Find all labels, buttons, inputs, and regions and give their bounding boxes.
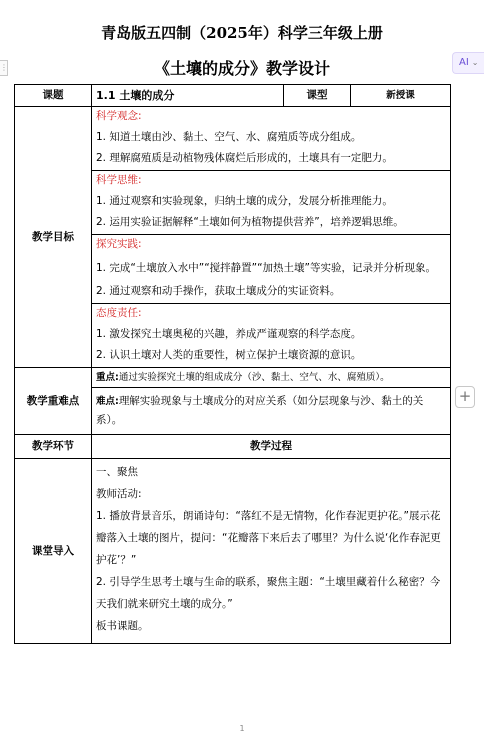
key-text: 通过实验探究土壤的组成成分（沙、黏土、空气、水、腐殖质）。 [118, 372, 390, 383]
goal-item: 2. 通过观察和动手操作，获取土壤成分的实证资料。 [96, 285, 341, 297]
goal-section-concept [92, 107, 450, 171]
keypoints-cell [92, 368, 451, 435]
goal-section-thinking [92, 171, 450, 235]
goal-heading: 科学观念: [96, 110, 142, 122]
goal-item: 2. 运用实验证据解释“土壤如何为植物提供营养”，培养逻辑思维。 [96, 216, 404, 228]
goal-item: 1. 激发探究土壤奥秘的兴趣，养成严谨观察的科学态度。 [96, 328, 362, 340]
stage-header: 教学环节 [15, 435, 92, 459]
key-lead: 重点: [96, 372, 119, 383]
intro-line: 一、聚焦 [96, 466, 138, 478]
goal-item: 1. 知道土壤由沙、黏土、空气、水、腐殖质等成分组成。 [96, 131, 362, 143]
document-title: 青岛版五四制（2025年）科学三年级上册 [101, 24, 383, 42]
goal-item: 2. 理解腐殖质是动植物残体腐烂后形成的，土壤具有一定肥力。 [96, 152, 393, 164]
document-subtitle: 《土壤的成分》教学设计 [153, 59, 330, 78]
chevron-down-icon: ⌄ [471, 58, 479, 67]
topic-label: 课题 [15, 85, 92, 107]
page-number: 1 [239, 724, 245, 733]
lesson-type-label: 课型 [284, 85, 351, 107]
goal-heading: 探究实践: [96, 238, 142, 250]
intro-line: 2. 引导学生思考土壤与生命的联系，聚焦主题：“土壤里藏着什么秘密？今天我们就来研究土壤的成分。” [96, 576, 441, 610]
intro-line: 教师活动: [96, 488, 142, 500]
goal-heading: 科学思维: [96, 174, 142, 186]
goal-item: 1. 完成“土壤放入水中”“搅拌静置”“加热土壤”等实验，记录并分析现象。 [96, 262, 436, 274]
goals-cell [92, 107, 451, 368]
intro-label: 课堂导入 [15, 459, 92, 644]
goal-item: 2. 认识土壤对人类的重要性，树立保护土壤资源的意识。 [96, 349, 362, 361]
key-point [92, 368, 450, 388]
lesson-plan-table [14, 84, 451, 644]
goal-section-attitude [92, 304, 450, 367]
topic-value: 1.1 土壤的成分 [92, 85, 284, 107]
goal-section-practice [92, 235, 450, 304]
intro-line: 1. 播放背景音乐，朗诵诗句：“落红不是无情物，化作春泥更护花。”展示花瓣落入土壤的图片，提问：“花瓣落下来后去了哪里？为什么说‘化作春泥更护花’？” [96, 510, 441, 566]
difficult-point [92, 388, 450, 434]
goal-heading: 态度责任: [96, 307, 142, 319]
ai-label: AI [459, 57, 469, 68]
intro-cell [92, 459, 451, 644]
ai-assistant-button[interactable] [452, 52, 484, 74]
add-block-button[interactable]: + [455, 386, 475, 408]
lesson-type-value: 新授课 [351, 85, 451, 107]
goal-item: 1. 通过观察和实验现象，归纳土壤的成分，发展分析推理能力。 [96, 195, 393, 207]
goals-label: 教学目标 [15, 107, 92, 368]
keypoints-label: 教学重难点 [15, 368, 92, 435]
diff-lead: 难点: [96, 396, 119, 407]
diff-text: 理解实验现象与土壤成分的对应关系（如分层现象与沙、黏土的关系）。 [96, 395, 424, 426]
drag-handle-icon[interactable]: ⋮ [0, 60, 8, 76]
intro-line: 板书课题。 [96, 620, 149, 632]
process-header: 教学过程 [92, 435, 451, 459]
